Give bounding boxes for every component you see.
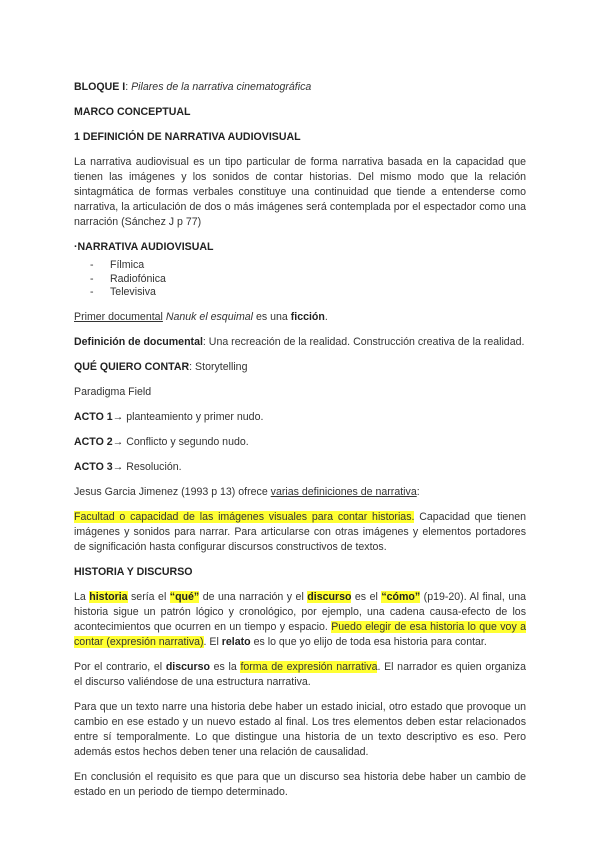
historia-heading [74,565,526,580]
paradigma-field: Paradigma Field [74,385,152,398]
definition-paragraph: La narrativa audiovisual es un tipo particular de forma narrativa basada en la capacidad que tienen las imágenes y los sonidos de contar historias. Del mismo modo que la relación sintagmática de formas verbales constituye una continuidad que tiende a entenderse como narrativa, la articulación de dos o más imágenes será contemplada por el espectador como una narración (Sánchez J p 77) [74,156,526,228]
primer-documental-link: Primer documental [74,310,163,323]
que-contar-label: QUÉ QUIERO CONTAR [74,360,190,373]
acto-3 [74,460,526,475]
discurso-bold: discurso [165,660,210,673]
acto-text: → planteamiento y primer nudo. [112,410,264,423]
garcia-underlined: varias definiciones de narrativa [270,485,417,498]
primer-mid: es una [253,310,291,323]
texto-paragraph: Para que un texto narre una historia debe haber un estado inicial, otro estado que provoque un cambio en ese estado y un nuevo estado al final. Los tres elementos deben estar relacionados entre sí temporalmente. Lo que distingue una historia de un texto descriptivo es eso. Pero además estos hechos deben tener una relación de causalidad. [74,700,526,758]
discurso-paragraph [74,660,526,690]
facultad-rest: Capacidad que tienen imágenes y sonidos para narrar. Para articularse con otras imágenes y elementos portadores de significación hasta configurar discursos constructivos de textos. [74,510,526,553]
list-item: - Fílmica [90,259,526,273]
narrativa-list [74,259,526,300]
historia-word: historia [89,590,128,603]
marco-heading [74,105,526,120]
como-word: “cómo” [381,590,421,603]
ficcion-word: ficción [290,310,325,323]
text-run: sería el [127,590,170,603]
garcia-text: Jesus Garcia Jimenez (1993 p 13) ofrece [74,485,271,498]
facultad-highlight: Facultad o capacidad de las imágenes visuales para contar historias. [74,510,415,523]
text-run: es el [351,590,382,603]
nanuk-title: Nanuk el esquimal [165,310,254,323]
documental-definition [74,335,526,350]
acto-text: → Conflicto y segundo nudo. [112,435,249,448]
text-run: La [74,590,90,603]
list-item: - Radiofónica [90,273,526,287]
text-run: . El narrador es quien organiza el discurso valiéndose de una estructura narrativa. [74,660,526,688]
text-run: de una narración y el [199,590,308,603]
historia-paragraph [74,590,526,650]
narrativa-heading [74,240,526,255]
documental-text: : Una recreación de la realidad. Construcción creativa de la realidad. [202,335,525,348]
acto-label: ACTO 1 [74,410,113,423]
garcia-colon: : [416,485,420,498]
text-run: (p19-20). Al final, una historia sigue un patrón lógico y cronológico, por ejemplo, una cadena causa-efecto de los acontecimientos que ocurren en un tiempo y espacio. [74,590,526,633]
definition-heading [74,130,526,145]
narrativa-heading-text: ·NARRATIVA AUDIOVISUAL [74,241,214,253]
expresion-highlight: Puedo elegir de esa historia lo que voy a contar (expresión narrativa) [74,620,526,648]
block-subtitle: Pilares de la narrativa cinematográfica [131,81,312,93]
block-title [74,80,526,95]
facultad-paragraph [74,510,526,555]
marco-text: MARCO CONCEPTUAL [74,106,191,118]
acto-2 [74,435,526,450]
acto-1 [74,410,526,425]
text-run: es la [209,660,241,673]
que-contar [74,360,526,375]
text-run: es lo que yo elijo de toda esa historia para contar. [250,635,487,648]
historia-heading-text: HISTORIA Y DISCURSO [74,565,193,578]
block-sep: : [125,81,132,93]
text-run: Por el contrario, el [74,660,166,673]
block-label: BLOQUE I [74,81,126,93]
text-run: . El [203,635,222,648]
documental-label: Definición de documental [74,335,203,348]
acto-label: ACTO 2 [74,435,113,448]
acto-label: ACTO 3 [74,460,113,473]
primer-end: . [324,310,328,323]
relato-word: relato [221,635,251,648]
primer-documental [74,310,526,325]
forma-highlight: forma de expresión narrativa [240,660,378,673]
definition-heading-text: 1 DEFINICIÓN DE NARRATIVA AUDIOVISUAL [74,131,301,143]
garcia-line [74,485,526,500]
acto-text: → Resolución. [112,460,182,473]
conclusion-paragraph: En conclusión el requisito es que para que un discurso sea historia debe haber un cambio de estado en un periodo de tiempo determinado. [74,770,526,798]
que-contar-text: : Storytelling [189,360,248,373]
list-item: - Televisiva [90,286,526,300]
que-word: “qué” [169,590,200,603]
discurso-word: discurso [307,590,352,603]
